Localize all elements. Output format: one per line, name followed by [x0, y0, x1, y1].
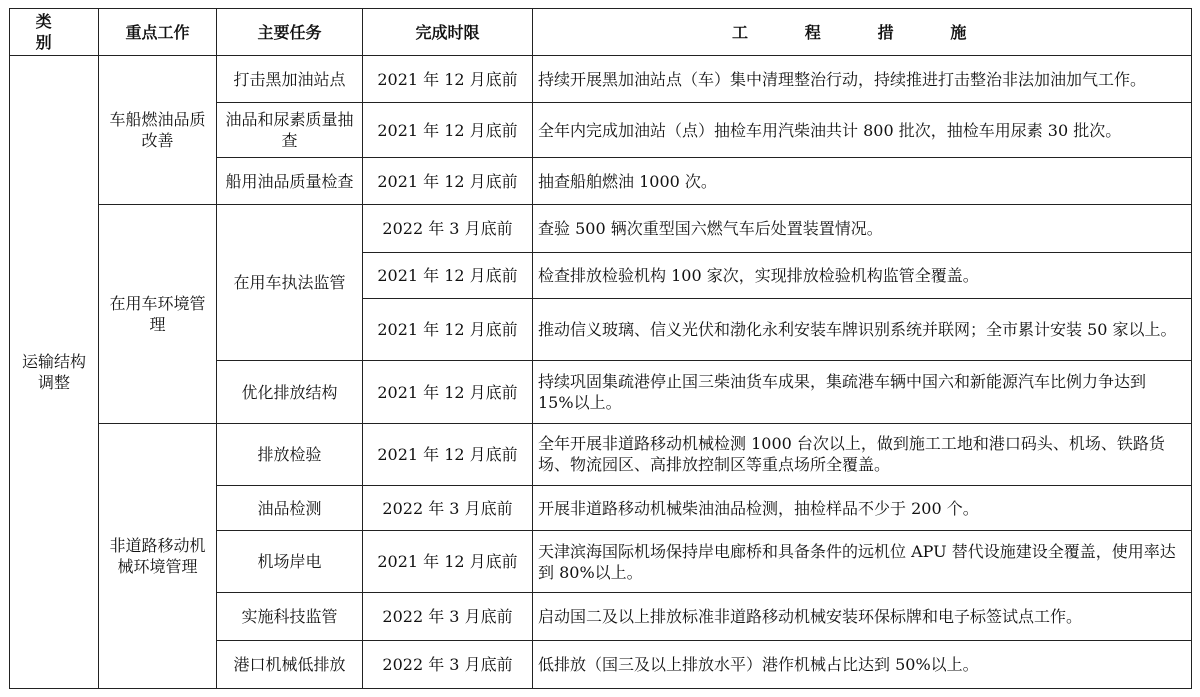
- table-row: [10, 423, 1192, 485]
- deadline-cell: 2021 年 12 月底前: [363, 56, 533, 103]
- task-cell: 打击黑加油站点: [217, 56, 363, 103]
- deadline-cell: 2021 年 12 月底前: [363, 361, 533, 423]
- task-cell: 船用油品质量检查: [217, 158, 363, 204]
- category-cell: 运输结构调整: [10, 56, 99, 689]
- header-measures: 工 程 措 施: [533, 9, 1192, 56]
- measure-cell: 抽查船舶燃油 1000 次。: [533, 158, 1192, 204]
- measure-cell: 检查排放检验机构 100 家次，实现排放检验机构监管全覆盖。: [533, 252, 1192, 298]
- deadline-cell: 2021 年 12 月底前: [363, 158, 533, 204]
- measure-cell: 全年开展非道路移动机械检测 1000 台次以上，做到施工工地和港口码头、机场、铁路货场、物流园区、高排放控制区等重点场所全覆盖。: [533, 423, 1192, 485]
- header-row: [10, 9, 1192, 56]
- deadline-cell: 2022 年 3 月底前: [363, 593, 533, 640]
- task-cell: 机场岸电: [217, 531, 363, 593]
- task-cell: 油品检测: [217, 485, 363, 530]
- table-row: [10, 56, 1192, 103]
- deadline-cell: 2022 年 3 月底前: [363, 485, 533, 530]
- deadline-cell: 2022 年 3 月底前: [363, 204, 533, 252]
- header-deadline: 完成时限: [363, 9, 533, 56]
- deadline-cell: 2022 年 3 月底前: [363, 640, 533, 688]
- header-focus: 重点工作: [99, 9, 217, 56]
- task-cell: 油品和尿素质量抽查: [217, 103, 363, 158]
- task-cell: 优化排放结构: [217, 361, 363, 423]
- task-cell: 实施科技监管: [217, 593, 363, 640]
- measure-cell: 推动信义玻璃、信义光伏和渤化永利安装车牌识别系统并联网；全市累计安装 50 家以上。: [533, 299, 1192, 361]
- task-cell: 在用车执法监管: [217, 204, 363, 361]
- measure-cell: 持续开展黑加油站点（车）集中清理整治行动，持续推进打击整治非法加油加气工作。: [533, 56, 1192, 103]
- measure-cell: 全年内完成加油站（点）抽检车用汽柴油共计 800 批次，抽检车用尿素 30 批次。: [533, 103, 1192, 158]
- focus-cell: 在用车环境管理: [99, 204, 217, 423]
- measure-cell: 持续巩固集疏港停止国三柴油货车成果，集疏港车辆中国六和新能源汽车比例力争达到 15%以上。: [533, 361, 1192, 423]
- focus-cell: 车船燃油品质改善: [99, 56, 217, 205]
- focus-cell: 非道路移动机械环境管理: [99, 423, 217, 688]
- measure-cell: 天津滨海国际机场保持岸电廊桥和具备条件的远机位 APU 替代设施建设全覆盖，使用率达到 80%以上。: [533, 531, 1192, 593]
- deadline-cell: 2021 年 12 月底前: [363, 531, 533, 593]
- measure-cell: 启动国二及以上排放标准非道路移动机械安装环保标牌和电子标签试点工作。: [533, 593, 1192, 640]
- task-cell: 港口机械低排放: [217, 640, 363, 688]
- task-cell: 排放检验: [217, 423, 363, 485]
- deadline-cell: 2021 年 12 月底前: [363, 252, 533, 298]
- header-category: 类 别: [10, 9, 99, 56]
- deadline-cell: 2021 年 12 月底前: [363, 299, 533, 361]
- deadline-cell: 2021 年 12 月底前: [363, 103, 533, 158]
- deadline-cell: 2021 年 12 月底前: [363, 423, 533, 485]
- measure-cell: 开展非道路移动机械柴油油品检测，抽检样品不少于 200 个。: [533, 485, 1192, 530]
- measures-table: [9, 8, 1192, 689]
- measure-cell: 低排放（国三及以上排放水平）港作机械占比达到 50%以上。: [533, 640, 1192, 688]
- measure-cell: 查验 500 辆次重型国六燃气车后处置装置情况。: [533, 204, 1192, 252]
- table-row: [10, 204, 1192, 252]
- header-task: 主要任务: [217, 9, 363, 56]
